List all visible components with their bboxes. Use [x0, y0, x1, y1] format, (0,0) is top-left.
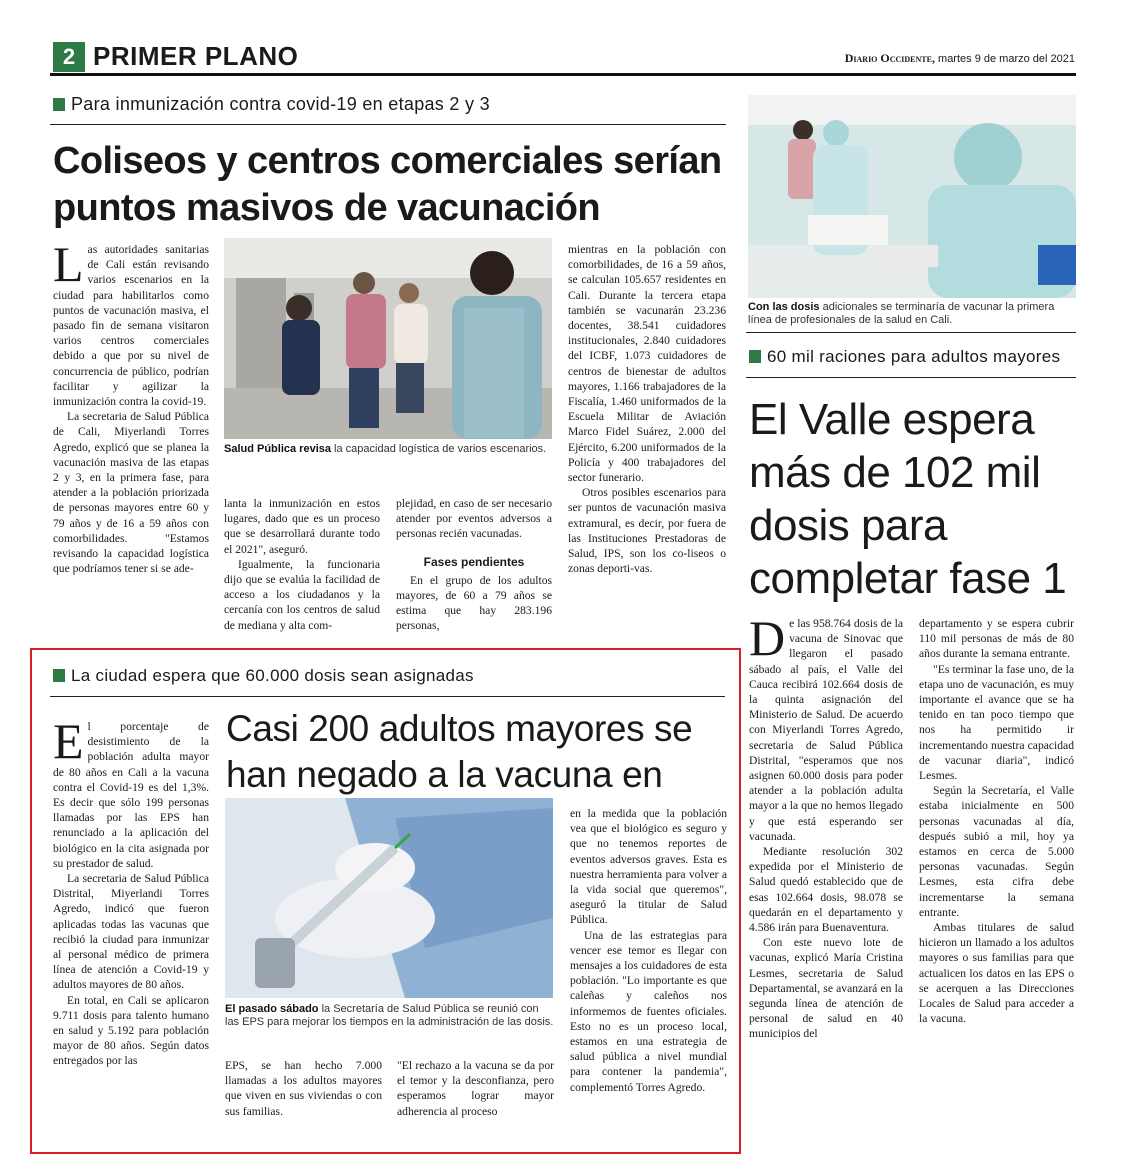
- article2-kicker-text: 60 mil raciones para adultos mayores: [767, 347, 1061, 366]
- article3-col4-paragraph-2: Una de las estrategias para vencer ese temor es llegar con mensajes a los cuidadores de esta población. "Lo importante es que caleñas y caleños nos informemos de fuentes oficiales. Esto no es un proceso local, estamos en una estrategia de salud pública a nivel mundial para contener la pandemia", complementó Torres Agredo.: [570, 928, 727, 1094]
- article2-col1-paragraph-2: Mediante resolución 302 expedida por el Ministerio de Salud quedó establecido que de esas 102.664 dosis, 98.078 se quedarán en el departamento y 4.586 irán para Buenaventura.: [749, 845, 903, 935]
- article3-kicker-text: La ciudad espera que 60.000 dosis sean asignadas: [71, 666, 474, 685]
- article1-col2-paragraph-2: Igualmente, la funcionaria dijo que se evalúa la facilidad de acceso a los ciudadanos y la cercanía con los centros de salud de mediana y alta com-: [224, 557, 380, 632]
- right-caption-lead: Con las dosis: [748, 301, 820, 313]
- article1-column-3: [396, 496, 552, 642]
- article3-col3-paragraph-1: "El rechazo a la vacuna se da por el temor y la desconfianza, pero esperamos lograr mayor adherencia al proceso: [397, 1059, 554, 1118]
- right-photo-caption: [748, 301, 1076, 327]
- article3-caption-lead: El pasado sábado: [225, 1003, 319, 1015]
- article2-col2-paragraph-1: departamento y se espera cubrir 110 mil personas de más de 80 años durante la semana entrante.: [919, 617, 1074, 661]
- article1-subhead: Fases pendientes: [423, 554, 525, 569]
- article3-col1-paragraph-2: La secretaria de Salud Pública Distrital, Miyerlandi Torres Agredo, indicó que fueron aplicadas todas las vacunas que recibió la ciudad para inmunizar al personal médico de primera línea de atención a Covid-19 y adultos mayores de 80 años.: [53, 872, 209, 992]
- article3-headline: Casi 200 adultos mayores se han negado a la vacuna en: [226, 708, 693, 795]
- article1-col2-paragraph-1: lanta la inmunización en estos lugares, dado que es un proceso que se desarrollará durante todo el 2021", aseguró.: [224, 497, 380, 556]
- right-photo: [748, 95, 1076, 298]
- article1-col4-paragraph-1: mientras en la población con comorbilidades, de 16 a 59 años, se calculan 105.657 residentes en Cali. Durante la tercera etapa también se vacunarán 23.236 docentes, 38.541 cuidadores institucionales, 2.840 cuidadores del ICBF, 1.073 cuidadores de centros de bienestar de adultos mayores, 1.166 trabajadores de la Fiscalía, 1.460 uniformados de la Escuela Militar de Aviación Marco Fidel Suárez, 2.000 del Ejército, 6.200 uniformados de la Policía y 400 trabajadores del sector funerario.: [568, 243, 726, 485]
- article3-photo-caption: [225, 1003, 555, 1029]
- right-caption-text: adicionales se terminaría de vacunar la primera línea de profesionales de la salud en Cali.: [748, 301, 1055, 326]
- article1-col1-paragraph-1: as autoridades sanitarias de Cali están revisando varios escenarios en la ciudad para habilitarlos como puntos de vacunación masiva, el pasado fin de semana visitaron varios centros comerciales debido a que por su nivel de concurrencia de público, podrían facilitar y agilizar la inmunización contra la covid-19.: [53, 243, 209, 409]
- kicker-square-icon: [749, 350, 761, 363]
- article3-column-4: [570, 806, 727, 1130]
- article3-kicker-rule: [50, 696, 725, 697]
- issue-date: martes 9 de marzo del 2021: [934, 53, 1075, 65]
- kicker-square-icon: [53, 98, 65, 111]
- article2-kicker-rule: [746, 377, 1076, 378]
- people-inspecting-photo: [224, 238, 552, 439]
- newspaper-name: Diario Occidente,: [844, 51, 935, 65]
- article1-dropcap: L: [53, 242, 84, 292]
- article2-headline: El Valle espera más de 102 mil dosis para completar fase 1: [749, 395, 1067, 603]
- section-title: PRIMER PLANO: [93, 41, 299, 71]
- health-workers-photo: [748, 95, 1076, 298]
- article1-headline: Coliseos y centros comerciales serían puntos masivos de vacunación: [53, 140, 722, 229]
- vaccine-syringe-photo: [225, 798, 553, 998]
- article3-dropcap: E: [53, 719, 84, 769]
- article3-col4-paragraph-1: en la medida que la población vea que el biológico es seguro y que no tenemos reportes de eventos adversos graves. Esta es nuestra herramienta para volver a la vida social que queremos", aseguró la titular de Salud Pública.: [570, 807, 727, 927]
- page-number: 2: [53, 42, 85, 72]
- article1-kicker-rule: [50, 124, 726, 125]
- right-caption-rule: [746, 332, 1076, 333]
- article1-caption-lead: Salud Pública revisa: [224, 443, 331, 455]
- header-rule: [50, 73, 1076, 76]
- article3-col2-paragraph-1: EPS, se han hecho 7.000 llamadas a los adultos mayores que viven en sus viviendas o con sus familias.: [225, 1059, 382, 1118]
- article1-kicker: [53, 94, 490, 115]
- article1-photo-caption: [224, 443, 552, 456]
- article3-kicker: [53, 666, 474, 686]
- article1-photo: [224, 238, 552, 439]
- article3-col1-paragraph-3: En total, en Cali se aplicaron 9.711 dosis para talento humano en salud y 5.192 para población mayor de 80 años. Según datos entregados por las: [53, 993, 209, 1068]
- article2-col2-paragraph-4: Ambas titulares de salud hicieron un llamado a los adultos mayores o sus familias para que actualicen los datos en las EPS o se acerquen a las Direcciones Locales de Salud para acceder a la vacuna.: [919, 921, 1074, 1026]
- article1-col1-paragraph-2: La secretaria de Salud Pública de Cali, Miyerlandi Torres Agredo, explicó que se planea la vacunación masiva de las etapas 2 y 3, en la primera fase, para atender a la población priorizada de personas mayores entre 60 y 79 años y de 16 a 59 años con comorbilidades. "Estamos revisando la capacidad logística que podríamos tener si se ade-: [53, 410, 209, 576]
- article1-col3-paragraph-1: plejidad, en caso de ser necesario atender por eventos adversos a personas recién vacunadas.: [396, 497, 552, 541]
- masthead: [845, 51, 1075, 66]
- article3-photo: [225, 798, 553, 998]
- kicker-square-icon: [53, 669, 65, 682]
- article2-kicker: [749, 347, 1060, 367]
- article2-col1-paragraph-1: e las 958.764 dosis de la vacuna de Sinovac que llegaron el pasado sábado al país, el Valle del Cauca recibirá 102.664 dosis de la quinta asignación del Ministerio de Salud. De acuerdo con Miyerlandi Torres Agredo, secretaria de Salud Pública Distrital, "esperamos que nos asignen 60.000 dosis para poder atender a la población adulta mayor a la que no hemos llegado y que está esperando ser vacunada.: [749, 617, 903, 843]
- article2-col2-paragraph-3: Según la Secretaría, el Valle estaba inicialmente en 500 personas vacunadas al día, después subió a mil, hoy ya estamos en cerca de 5.000 personas vacunadas. Según Lesmes, esta cifra debe incrementarse la semana entrante.: [919, 784, 1074, 919]
- article2-column-1: [749, 616, 903, 1131]
- article1-column-1: [53, 242, 209, 642]
- article1-col3-paragraph-2: En el grupo de los adultos mayores, de 60 a 79 años se estima que hay 283.196 personas,: [396, 573, 552, 633]
- article3-column-2: [225, 1058, 382, 1130]
- article3-caption-text: la Secretaría de Salud Pública se reunió con las EPS para mejorar los tiempos en la administración de las dosis.: [225, 1003, 554, 1028]
- article2-column-2: [919, 616, 1074, 1131]
- article1-column-4: [568, 242, 726, 642]
- article2-dropcap: D: [749, 616, 786, 666]
- article1-caption-text: la capacidad logística de varios escenarios.: [331, 443, 547, 455]
- article2-col2-paragraph-2: "Es terminar la fase uno, de la etapa uno de vacunación, es muy importante el avance que se ha tenido en tan poco tiempo que nos ha permitido ir incrementando nuestra capacidad de vacunar diaria", indicó Lesmes.: [919, 662, 1074, 783]
- article2-col1-paragraph-3: Con este nuevo lote de vacunas, explicó María Cristina Lesmes, secretaria de Salud Departamental, se avanzará en la segunda línea de atención de personal de salud en 40 municipios del: [749, 936, 903, 1041]
- article1-column-2: [224, 496, 380, 642]
- article3-col1-paragraph-1: l porcentaje de desistimiento de la población adulta mayor de 80 años en Cali a la vacuna contra el Covid-19 es del 1,3%. Es decir que sólo 199 personas llamadas por las EPS han renunciado a la aplicación del biológico en la cita asignada por su prestador de salud.: [53, 720, 209, 870]
- article1-col4-paragraph-2: Otros posibles escenarios para ser puntos de vacunación masiva extramural, es decir, por fuera de las Instituciones Prestadoras de Salud, IPS, son los co-liseos o zonas deporti-vas.: [568, 486, 726, 576]
- article3-column-3: [397, 1058, 554, 1130]
- article3-column-1: [53, 719, 209, 1129]
- article1-kicker-text: Para inmunización contra covid-19 en etapas 2 y 3: [71, 94, 490, 114]
